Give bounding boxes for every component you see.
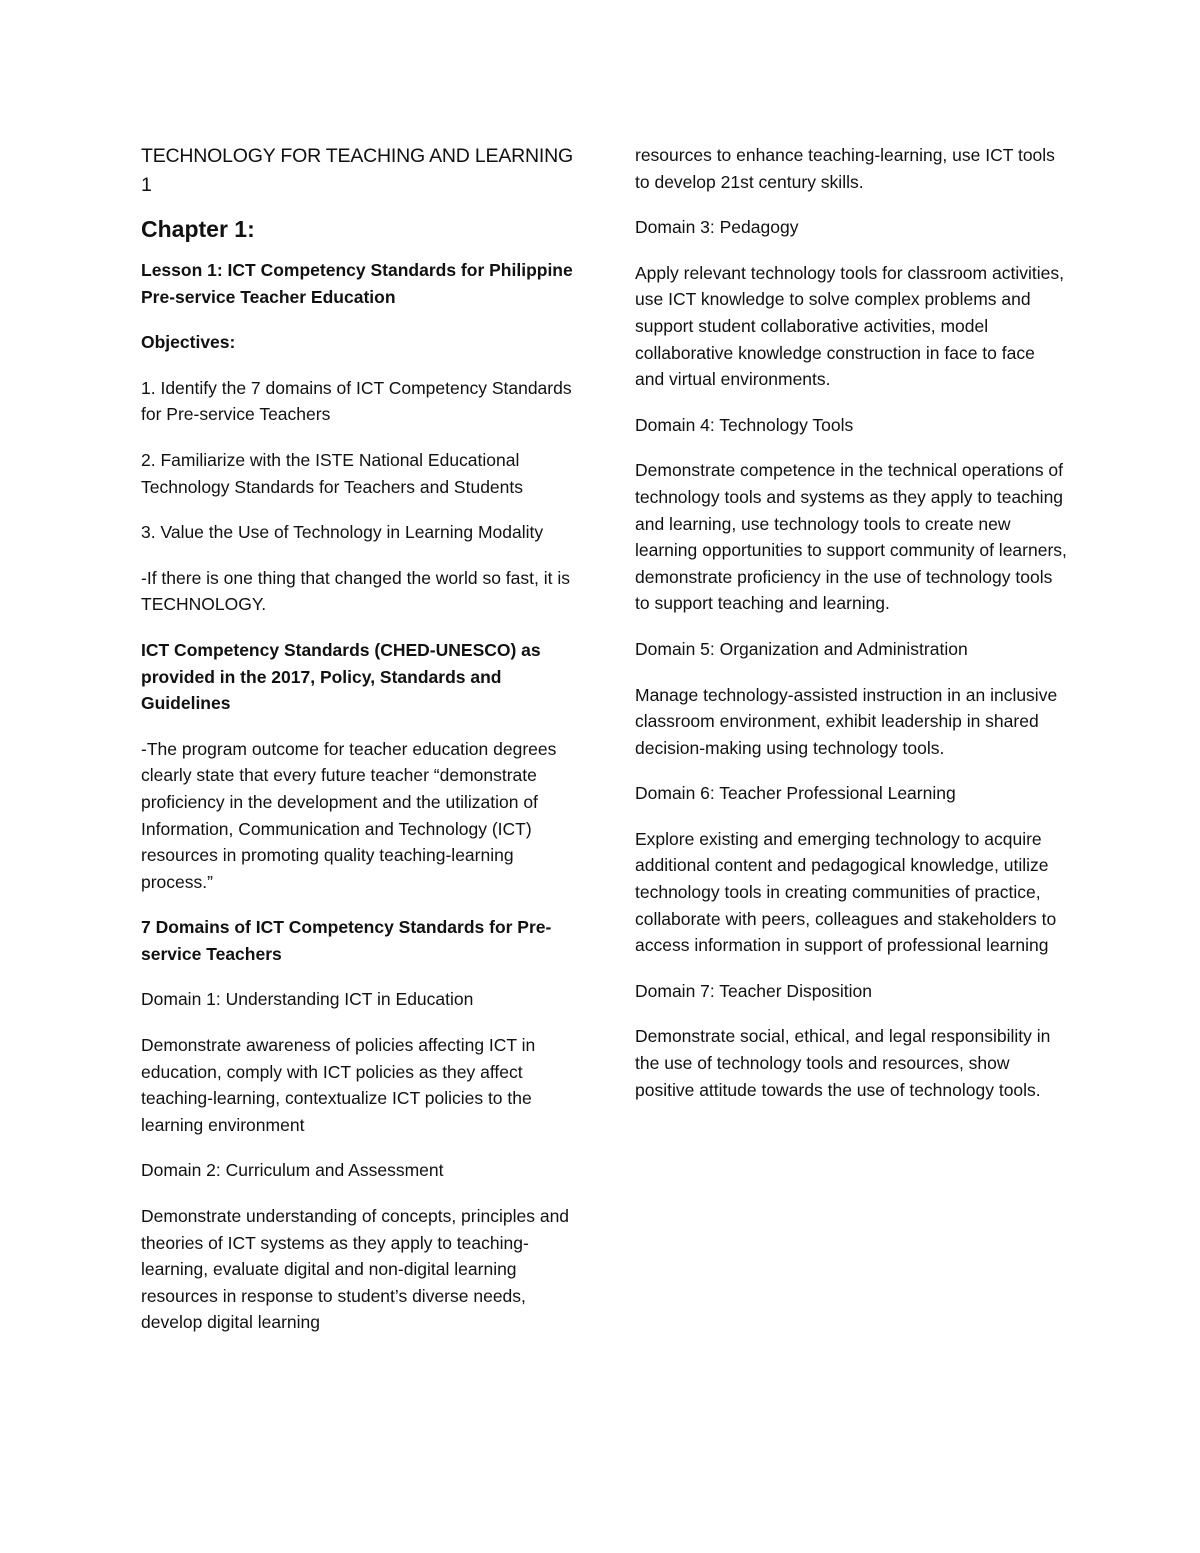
domains-heading: 7 Domains of ICT Competency Standards for Pre-service Teachers xyxy=(141,917,552,964)
lesson-heading: Lesson 1: ICT Competency Standards for Philippine Pre-service Teacher Education xyxy=(141,260,573,307)
domain-4-title: Domain 4: Technology Tools xyxy=(635,414,854,435)
domain-3-text: Apply relevant technology tools for classroom activities, use ICT knowledge to solve complex problems and support student collaborative activities, model collaborative knowledge construction in face to face and virtual environments. xyxy=(635,262,1064,390)
document-title: TECHNOLOGY FOR TEACHING AND LEARNING 1 xyxy=(141,145,573,196)
domain-2-text: Demonstrate understanding of concepts, principles and theories of ICT systems as they apply to teaching-learning, evaluate digital and non-digital learning resources in response to student’s diverse needs, develop digital learning xyxy=(141,1206,570,1333)
domain-1-text: Demonstrate awareness of policies affecting ICT in education, comply with ICT policies as they affect teaching-learning, contextualize ICT policies to the learning environment xyxy=(141,1035,536,1135)
objectives-heading: Objectives: xyxy=(141,332,236,353)
domain-3-title: Domain 3: Pedagogy xyxy=(635,217,799,238)
ched-paragraph: -The program outcome for teacher education degrees clearly state that every future teacher “demonstrate proficiency in the development and the utilization of Information, Communication and Technology (ICT) resources in promoting quality teaching-learning process.” xyxy=(141,738,557,892)
objective-item: 3. Value the Use of Technology in Learning Modality xyxy=(141,522,544,543)
chapter-heading: Chapter 1: xyxy=(141,216,255,242)
domain-2-text-continued: resources to enhance teaching-learning, use ICT tools to develop 21st century skills. xyxy=(635,145,1055,192)
domain-5-title: Domain 5: Organization and Administration xyxy=(635,638,968,659)
objective-item: 2. Familiarize with the ISTE National Educational Technology Standards for Teachers and Students xyxy=(141,449,524,497)
domain-1-title: Domain 1: Understanding ICT in Education xyxy=(141,989,474,1010)
domain-6-text: Explore existing and emerging technology to acquire additional content and pedagogical knowledge, utilize technology tools in creating communities of practice, collaborate with peers, colleagues and stakeholders to access information in support of professional learning xyxy=(635,828,1057,956)
right-column xyxy=(635,142,1067,1122)
domain-7-title: Domain 7: Teacher Disposition xyxy=(635,980,873,1001)
domain-7-text: Demonstrate social, ethical, and legal responsibility in the use of technology tools and resources, show positive attitude towards the use of technology tools. xyxy=(635,1026,1051,1100)
objective-item: 1. Identify the 7 domains of ICT Competency Standards for Pre-service Teachers xyxy=(141,377,572,425)
intro-paragraph: -If there is one thing that changed the world so fast, it is TECHNOLOGY. xyxy=(141,567,570,615)
ched-heading: ICT Competency Standards (CHED-UNESCO) as provided in the 2017, Policy, Standards and Guidelines xyxy=(141,639,541,714)
domain-5-text: Manage technology-assisted instruction in an inclusive classroom environment, exhibit leadership in shared decision-making using technology tools. xyxy=(635,684,1058,758)
domain-6-title: Domain 6: Teacher Professional Learning xyxy=(635,783,956,804)
left-column xyxy=(141,142,573,1355)
domain-2-title: Domain 2: Curriculum and Assessment xyxy=(141,1160,444,1181)
domain-4-text: Demonstrate competence in the technical operations of technology tools and systems as they apply to teaching and learning, use technology tools to create new learning opportunities to support community of learners, demonstrate proficiency in the use of technology tools to support teaching and learning. xyxy=(635,460,1067,614)
